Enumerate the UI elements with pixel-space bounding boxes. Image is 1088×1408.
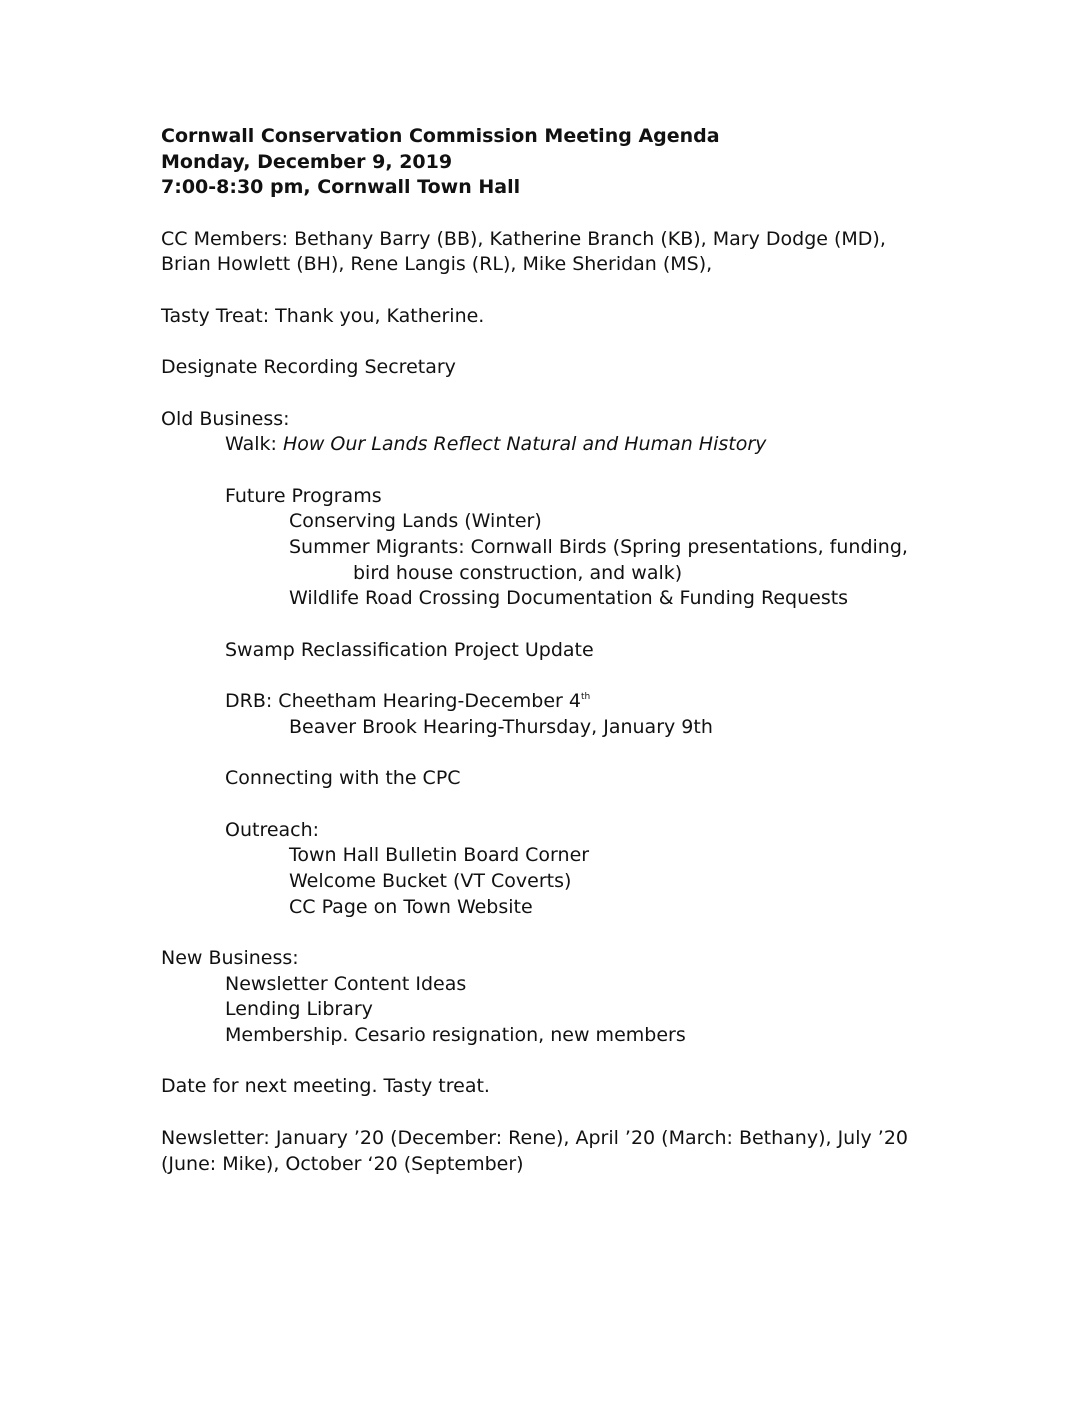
future-program-item: Conserving Lands (Winter)	[289, 510, 542, 533]
future-program-item: Wildlife Road Crossing Documentation & Funding Requests	[289, 587, 849, 610]
new-business-heading: New Business:	[161, 947, 299, 969]
outreach-item: Town Hall Bulletin Board Corner	[289, 844, 590, 867]
drb-hearing-text: DRB: Cheetham Hearing-December 4	[225, 690, 581, 713]
spacer	[161, 741, 961, 767]
meeting-date: Monday, December 9, 2019	[161, 150, 453, 173]
walk-item	[161, 432, 961, 458]
spacer	[161, 663, 961, 689]
newsletter-line-2: (June: Mike), October ‘20 (September)	[161, 1152, 524, 1175]
designate-secretary: Designate Recording Secretary	[161, 356, 456, 379]
meeting-time-place: 7:00-8:30 pm, Cornwall Town Hall	[161, 176, 521, 199]
newsletter-line-1: Newsletter: January ’20 (December: Rene), April ’20 (March: Bethany), July ’20	[161, 1126, 909, 1149]
spacer	[161, 792, 961, 818]
tasty-treat-note: Tasty Treat: Thank you, Katherine.	[161, 304, 485, 327]
members-line-2: Brian Howlett (BH), Rene Langis (RL), Mike Sheridan (MS),	[161, 253, 713, 276]
walk-prefix: Walk:	[225, 433, 283, 456]
spacer	[161, 381, 961, 407]
future-programs-heading: Future Programs	[225, 484, 382, 507]
drb-item-continued: Beaver Brook Hearing-Thursday, January 9th	[289, 715, 713, 738]
walk-title: How Our Lands Reflect Natural and Human History	[282, 433, 767, 456]
outreach-item: CC Page on Town Website	[289, 895, 533, 918]
spacer	[161, 1049, 961, 1075]
new-business-item: Membership. Cesario resignation, new members	[225, 1024, 686, 1047]
ordinal-suffix: th	[581, 692, 591, 703]
agenda-document	[161, 124, 961, 1177]
spacer	[161, 920, 961, 946]
new-business-item: Lending Library	[225, 998, 373, 1021]
drb-item	[161, 689, 961, 715]
spacer	[161, 201, 961, 227]
next-meeting-note: Date for next meeting. Tasty treat.	[161, 1075, 490, 1098]
spacer	[161, 330, 961, 356]
spacer	[161, 1100, 961, 1126]
spacer	[161, 278, 961, 304]
swamp-reclassification-item: Swamp Reclassification Project Update	[225, 638, 594, 661]
spacer	[161, 458, 961, 484]
old-business-heading: Old Business:	[161, 407, 290, 430]
future-program-item: Summer Migrants: Cornwall Birds (Spring presentations, funding,	[289, 536, 908, 558]
new-business-item: Newsletter Content Ideas	[225, 972, 467, 995]
outreach-heading: Outreach:	[225, 818, 320, 841]
outreach-item: Welcome Bucket (VT Coverts)	[289, 869, 572, 892]
agenda-title: Cornwall Conservation Commission Meeting Agenda	[161, 125, 720, 147]
cpc-item: Connecting with the CPC	[225, 767, 461, 790]
spacer	[161, 612, 961, 638]
future-program-item-continued: bird house construction, and walk)	[353, 561, 683, 584]
members-line-1: CC Members: Bethany Barry (BB), Katherine Branch (KB), Mary Dodge (MD),	[161, 227, 886, 250]
